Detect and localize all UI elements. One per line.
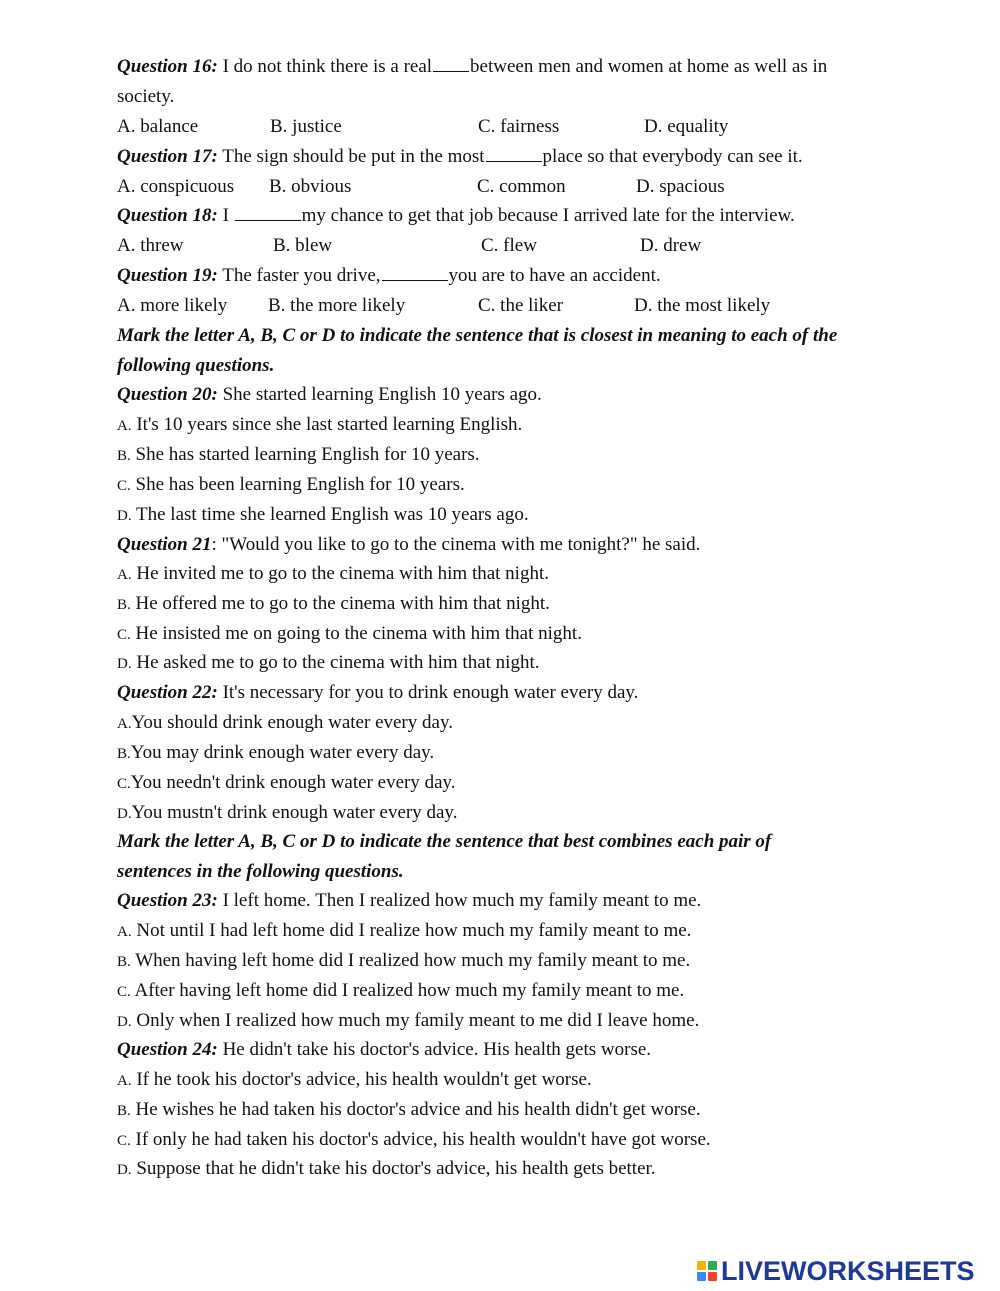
instruction-1-line-1: Mark the letter A, B, C or D to indicate the sentence that is closest in meaning to each of the — [117, 325, 838, 346]
liveworksheets-logo — [697, 1256, 975, 1286]
question-20-option-b[interactable] — [117, 444, 480, 466]
question-17-stem — [117, 146, 803, 168]
instruction-2-line-2: sentences in the following questions. — [117, 861, 404, 882]
question-19-text-before: The faster you drive, — [222, 265, 381, 286]
question-16-text-after: between men and women at home as well as in — [470, 56, 828, 77]
question-24-option-d[interactable] — [117, 1158, 656, 1180]
question-23-option-a[interactable] — [117, 920, 691, 942]
question-20-label: Question 20: — [117, 384, 218, 405]
question-18-stem — [117, 205, 795, 227]
option-text: He insisted me on going to the cinema with him that night. — [135, 623, 582, 644]
option-text: When having left home did I realized how much my family meant to me. — [135, 950, 691, 971]
question-19-option-a[interactable]: A. more likely — [117, 295, 228, 316]
option-letter: B. — [117, 954, 131, 970]
question-18-text-before: I — [222, 205, 229, 226]
option-letter: C. — [117, 776, 131, 792]
question-20-option-c[interactable] — [117, 474, 465, 496]
question-23-option-d[interactable] — [117, 1010, 699, 1032]
question-19-stem — [117, 265, 661, 287]
question-17-option-d[interactable]: D. spacious — [636, 176, 725, 197]
question-23-stem — [117, 890, 701, 912]
question-22-option-a[interactable] — [117, 712, 453, 734]
option-text: If only he had taken his doctor's advice, his health wouldn't have got worse. — [135, 1129, 711, 1150]
question-21-option-d[interactable] — [117, 652, 539, 674]
question-21-text: : "Would you like to go to the cinema with me tonight?" he said. — [211, 534, 701, 555]
question-17-text-after: place so that everybody can see it. — [542, 146, 803, 167]
option-letter: A. — [117, 418, 132, 434]
question-17-option-b[interactable]: B. obvious — [269, 176, 352, 197]
question-16-option-d[interactable]: D. equality — [644, 116, 729, 137]
option-letter: D. — [117, 656, 132, 672]
question-16-stem — [117, 56, 827, 78]
question-22-option-c[interactable] — [117, 772, 456, 794]
option-text: He invited me to go to the cinema with him that night. — [136, 563, 549, 584]
option-letter: D. — [117, 806, 132, 822]
question-20-option-d[interactable] — [117, 504, 529, 526]
option-letter: A. — [117, 924, 132, 940]
option-text: He wishes he had taken his doctor's advice and his health didn't get worse. — [135, 1099, 701, 1120]
question-16-text-before: I do not think there is a real — [222, 56, 433, 77]
option-text: The last time she learned English was 10 years ago. — [136, 504, 529, 525]
question-18-label: Question 18: — [117, 205, 218, 226]
question-17-text-before: The sign should be put in the most — [222, 146, 485, 167]
question-19-label: Question 19: — [117, 265, 218, 286]
option-letter: B. — [117, 1103, 131, 1119]
option-text: You may drink enough water every day. — [130, 742, 435, 763]
question-21-stem — [117, 534, 700, 556]
question-20-text: She started learning English 10 years ago. — [222, 384, 542, 405]
question-18-option-d[interactable]: D. drew — [640, 235, 702, 256]
option-letter: B. — [117, 746, 131, 762]
question-22-stem — [117, 682, 638, 704]
option-text: It's 10 years since she last started learning English. — [136, 414, 523, 435]
option-text: She has started learning English for 10 years. — [135, 444, 480, 465]
question-18-option-b[interactable]: B. blew — [273, 235, 333, 256]
question-24-text: He didn't take his doctor's advice. His health gets worse. — [222, 1039, 652, 1060]
question-21-option-b[interactable] — [117, 593, 550, 615]
option-letter: D. — [117, 1014, 132, 1030]
question-18-text-after: my chance to get that job because I arrived late for the interview. — [301, 205, 795, 226]
question-23-text: I left home. Then I realized how much my family meant to me. — [222, 890, 702, 911]
question-23-option-c[interactable] — [117, 980, 684, 1002]
option-text: He offered me to go to the cinema with him that night. — [135, 593, 550, 614]
question-19-blank[interactable] — [382, 265, 448, 281]
logo-mark-square — [697, 1272, 706, 1281]
option-text: Suppose that he didn't take his doctor's advice, his health gets better. — [136, 1158, 656, 1179]
question-22-text: It's necessary for you to drink enough water every day. — [222, 682, 639, 703]
question-21-label: Question 21 — [117, 534, 212, 555]
question-24-label: Question 24: — [117, 1039, 218, 1060]
option-text: Only when I realized how much my family meant to me did I leave home. — [136, 1010, 700, 1031]
question-24-option-b[interactable] — [117, 1099, 701, 1121]
question-17-label: Question 17: — [117, 146, 218, 167]
option-text: If he took his doctor's advice, his health wouldn't get worse. — [136, 1069, 592, 1090]
question-19-option-c[interactable]: C. the liker — [478, 295, 563, 316]
logo-mark-square — [708, 1272, 717, 1281]
question-21-option-c[interactable] — [117, 623, 582, 645]
question-16-option-b[interactable]: B. justice — [270, 116, 342, 137]
question-20-option-a[interactable] — [117, 414, 522, 436]
question-24-option-a[interactable] — [117, 1069, 592, 1091]
question-16-option-c[interactable]: C. fairness — [478, 116, 560, 137]
question-18-option-a[interactable]: A. threw — [117, 235, 184, 256]
question-18-blank[interactable] — [235, 205, 301, 221]
option-letter: B. — [117, 448, 131, 464]
logo-text: LIVEWORKSHEETS — [721, 1255, 975, 1286]
option-letter: C. — [117, 478, 131, 494]
logo-mark-square — [697, 1261, 706, 1270]
option-letter: D. — [117, 508, 132, 524]
question-23-label: Question 23: — [117, 890, 218, 911]
option-letter: D. — [117, 1162, 132, 1178]
question-19-option-b[interactable]: B. the more likely — [268, 295, 406, 316]
option-text: After having left home did I realized how much my family meant to me. — [134, 980, 685, 1001]
option-letter: A. — [117, 1073, 132, 1089]
question-16-label: Question 16: — [117, 56, 218, 77]
question-23-option-b[interactable] — [117, 950, 690, 972]
question-17-blank[interactable] — [486, 146, 542, 162]
option-text: He asked me to go to the cinema with him that night. — [136, 652, 540, 673]
logo-mark-square — [708, 1261, 717, 1270]
option-letter: C. — [117, 1133, 131, 1149]
question-24-stem — [117, 1039, 651, 1061]
option-letter: C. — [117, 627, 131, 643]
question-20-stem — [117, 384, 542, 406]
question-19-option-d[interactable]: D. the most likely — [634, 295, 771, 316]
question-17-option-a[interactable]: A. conspicuous — [117, 176, 235, 197]
question-24-option-c[interactable] — [117, 1129, 711, 1151]
logo-mark-icon — [697, 1261, 717, 1281]
instruction-1-line-2: following questions. — [117, 355, 275, 376]
question-19-text-after: you are to have an accident. — [448, 265, 661, 286]
option-text: You needn't drink enough water every day. — [130, 772, 456, 793]
question-18-option-c[interactable]: C. flew — [481, 235, 537, 256]
instruction-2-line-1: Mark the letter A, B, C or D to indicate the sentence that best combines each pair of — [117, 831, 772, 852]
option-letter: A. — [117, 567, 132, 583]
option-letter: B. — [117, 597, 131, 613]
option-text: She has been learning English for 10 years. — [135, 474, 465, 495]
question-22-label: Question 22: — [117, 682, 218, 703]
option-text: You mustn't drink enough water every day. — [131, 802, 458, 823]
option-text: You should drink enough water every day. — [131, 712, 453, 733]
question-21-option-a[interactable] — [117, 563, 549, 585]
question-17-option-c[interactable]: C. common — [477, 176, 566, 197]
option-letter: A. — [117, 716, 132, 732]
question-16-option-a[interactable]: A. balance — [117, 116, 199, 137]
question-16-stem-cont: society. — [117, 86, 175, 107]
question-16-blank[interactable] — [433, 56, 469, 72]
question-22-option-d[interactable] — [117, 802, 457, 824]
option-text: Not until I had left home did I realize how much my family meant to me. — [136, 920, 692, 941]
option-letter: C. — [117, 984, 131, 1000]
question-22-option-b[interactable] — [117, 742, 434, 764]
